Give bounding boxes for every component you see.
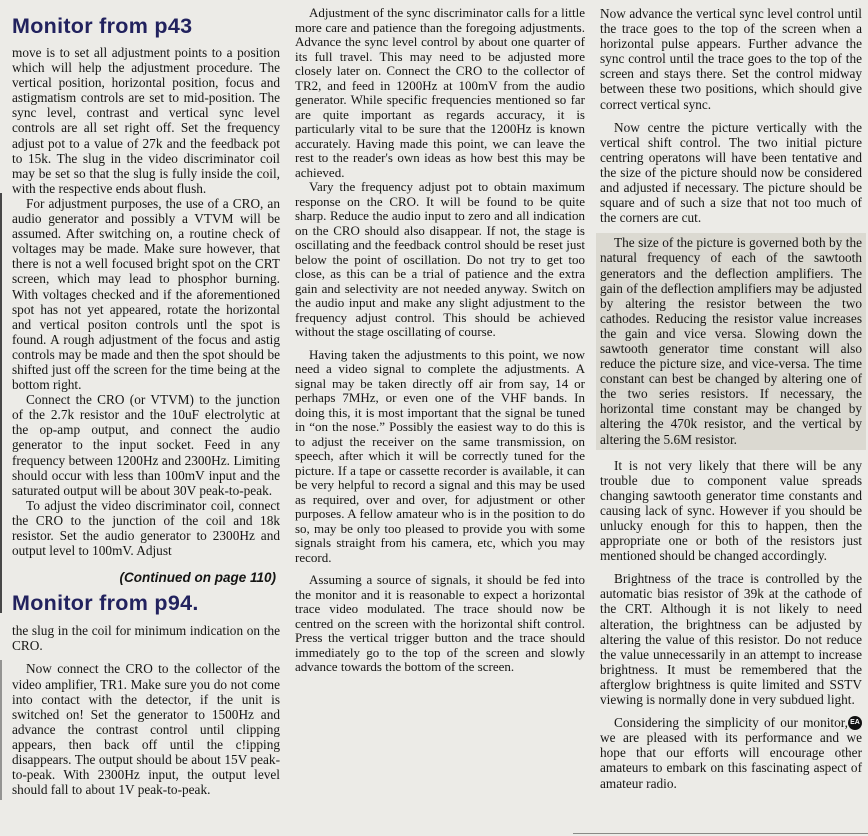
publisher-endmark-icon: EA: [848, 716, 862, 730]
page-left-scan-edge: [0, 193, 2, 613]
article-paragraph: move is to set all adjustment points to a position which will help the adjustment procedure. The vertical position, horizontal position, focus and astigmatism controls are set to mid-position. The sync level, contrast and vertical sync level controls are all set right off. Set the frequency adjust pot to a value of 27k and the feedback pot to 15k. The slug in the video discriminator coil may be set so that the slug is fully inside the coil, with the respective ends about flush.: [12, 45, 280, 196]
article-paragraph: Connect the CRO (or VTVM) to the junction of the 2.7k resistor and the 10uF electrolytic at the op-amp output, and connect the audio generator to the input socket. Feed in any frequency between 1200Hz and 2300Hz. Limiting should occur with less than 100mV input and the saturated output will be about 30V peak-to-peak.: [12, 392, 280, 498]
column-right: [600, 6, 862, 836]
article-paragraph: It is not very likely that there will be any trouble due to component value spreads changing sawtooth generator time constants and causing lack of sync. However if you should be unlucky enough for this to happen, then the appropriate one or both of the resistors just mentioned should be changed accordingly.: [600, 457, 862, 564]
article-paragraph-text: Considering the simplicity of our monitor, we are pleased with its performance and we hope that our efforts will encourage other amateurs to embark on this fascinating aspect of amateur radio.: [600, 715, 862, 791]
article-paragraph: To adjust the video discriminator coil, connect the CRO to the junction of the coil and 18k resistor. Set the audio generator to 2300Hz and output level to 100mV. Adjust: [12, 497, 280, 559]
column-middle: [295, 6, 585, 836]
article-paragraph: the slug in the coil for minimum indication on the CRO.: [12, 623, 280, 654]
article-paragraph: Now centre the picture vertically with the vertical shift control. The two initial picture centring operatons will have been tentative and the size of the picture should now be considered and adjusted if necessary. The picture should be square and of such a size that not too much of the corners are cut.: [600, 119, 862, 226]
article-paragraph: Adjustment of the sync discriminator calls for a little more care and patience than the foregoing adjustments. Advance the sync level control by about one quarter of its full travel. This may need to be adjusted more closely later on. Connect the CRO to the collector of TR2, and feed in 1200Hz at 100mV from the audio generator. While specific frequencies mentioned so far are quite important as regards accuracy, it is particularly vital to be sure that the 1200Hz is known accurately. Having made this point, we can leave the rest to the reader's own ideas as how best this may be achieved.: [295, 5, 585, 180]
continued-on-page-note: (Continued on page 110): [119, 570, 276, 586]
article-paragraph: Now connect the CRO to the collector of the video amplifier, TR1. Make sure you do not come into contact with the detector, if the unit is switched on! Set the generator to 1500Hz and advance the contrast control until clipping appears, then back off until the c!ipping disappears. The output should be about 15V peak-to-peak. With 2300Hz input, the output level should fall to about 1V peak-to-peak.: [12, 661, 280, 798]
article-paragraph: Now advance the vertical sync level control until the trace goes to the top of the screen when a horizontal pulse appears. Further advance the sync control until the trace goes to the top of the screen and stays there. Set the control midway between these two positions, which should give correct vertical sync.: [600, 6, 862, 112]
page-bottom-scan-edge: [573, 833, 868, 834]
column-left: [12, 6, 280, 836]
article-paragraph: Assuming a source of signals, it should be fed into the monitor and it is reasonable to expect a horizontal trace video modulated. The trace should now be centred on the screen with the horizontal shift control. Press the vertical trigger button and the trace should immediately go to the top of the screen and slowly advance towards the bottom of the screen.: [295, 572, 585, 674]
page-left-scan-edge-lower: [0, 660, 2, 800]
article-paragraph: [600, 715, 862, 790]
article-paragraph: Brightness of the trace is controlled by the automatic bias resistor of 39k at the cathode of the CRT. Although it is not likely to need alteration, the brightness can be adjusted by altering the value of this resistor. Do not reduce the value unnecessarily in an attempt to increase brightness. It must be remembered that the afterglow brightness is quite limited and SSTV viewing is normally done in very subdued light.: [600, 571, 862, 708]
article-paragraph: Vary the frequency adjust pot to obtain maximum response on the CRO. It will be found to be quite sharp. Reduce the audio input to zero and all indication on the CRO should also disappear. If not, the stage is oscillating and the feedback control should be reset just below the point of oscillation. Do not try to get too close, as this can be a trial of patience and the extra gain and selectivity are not needed anyway. Switch on the audio input and make any slight adjustment to the frequency adjust control. This should be achieved without the stage oscillating of course.: [295, 179, 585, 339]
article-paragraph: For adjustment purposes, the use of a CRO, an audio generator and possibly a VTVM will be assumed. After switching on, a routine check of voltages may be made. Make sure however, that there is not a well focused bright spot on the CRT screen, which may lead to phosphor burning. With voltages checked and if the aforementioned spot has not yet appeared, rotate the horizontal and vertical positon controls untl the spot is found. A rough adjustment of the focus and astig controls may be made and then the spot should be shifted just off the screen for the time being at the bottom right.: [12, 195, 280, 393]
highlighted-paragraph: The size of the picture is governed both by the natural frequency of each of the sawtooth generators and the deflection amplifiers. The gain of the deflection amplifiers may be adjusted by altering the resistor between the two cathodes. Reducing the resistor value increases the gain and vice versa. Slowing down the sawtooth generator time constant will also reduce the picture size, and vice-versa. The time constant can best be changed by altering one of the two series resistors. If necessary, the horizontal time constant may be changed by altering the 470k resistor, and the vertical by altering the 5.6M resistor.: [596, 233, 866, 449]
article-paragraph: Having taken the adjustments to this point, we now need a video signal to complete the adjustments. A signal may be taken directly off air from say, 14 or perhaps 7MHz, or even one of the VHF bands. In doing this, it is most important that the signal be tuned in “on the nose.” Possibly the easiest way to do this is to adjust the receiver on the same transmission, on speech, after which it will be correctly tuned for the picture. If a tape or cassette recorder is available, it can be very helpful to record a signal and this may be used as required, over and over, for adjustment or other purposes. A fellow amateur who is in the position to do so, may be only too pleased to provide you with some signals straight from his camera, etc, which you may record.: [295, 346, 585, 565]
article-title-p43: Monitor from p43: [12, 14, 193, 38]
article-title-p94: Monitor from p94.: [12, 591, 199, 616]
